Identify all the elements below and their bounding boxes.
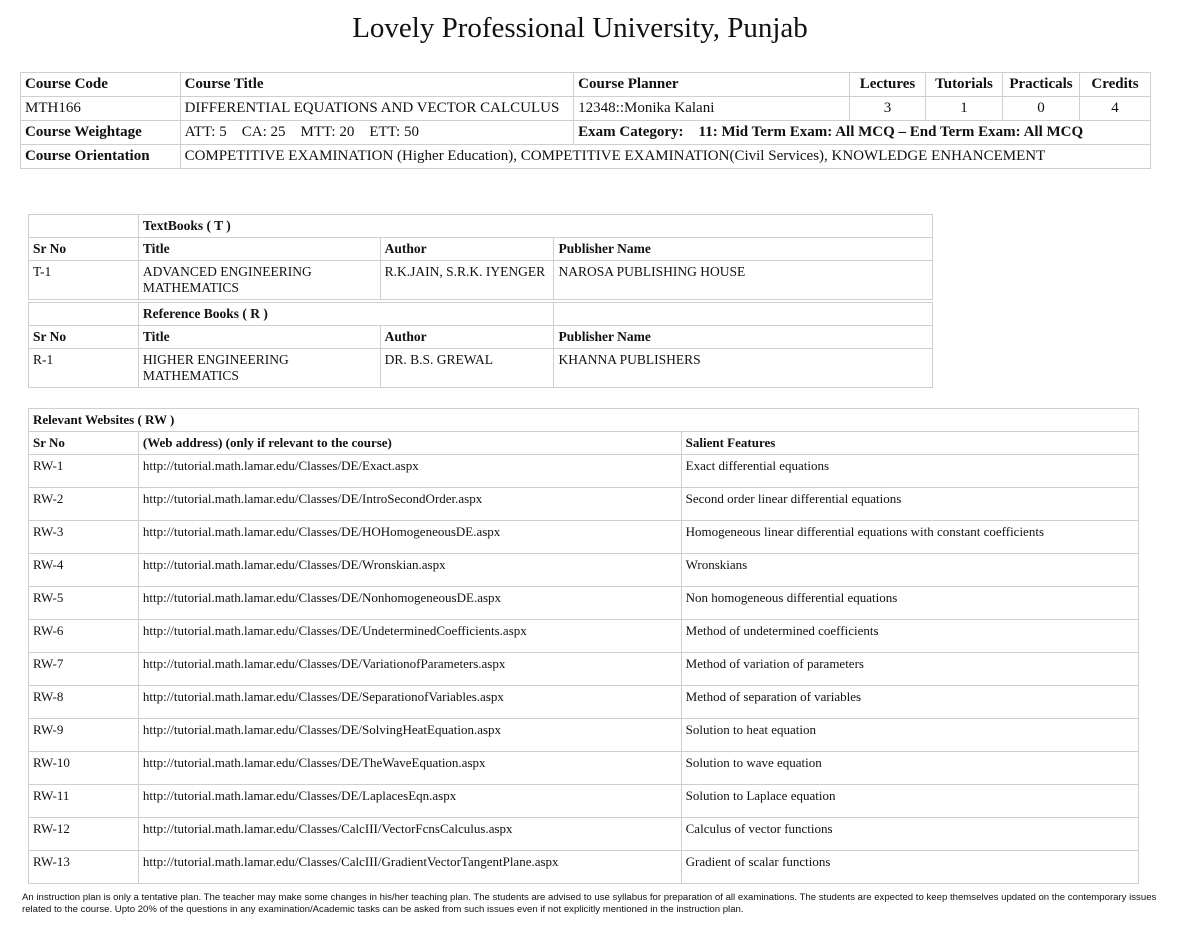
website-link[interactable]: http://tutorial.math.lamar.edu/Classes/CalcIII/VectorFcnsCalculus.aspx xyxy=(138,818,681,851)
header-course-title: Course Title xyxy=(180,73,574,97)
table-row xyxy=(29,785,1139,818)
table-row xyxy=(29,587,1139,620)
website-feature: Wronskians xyxy=(681,554,1138,587)
websites-table xyxy=(28,408,1139,884)
header-credits: Credits xyxy=(1079,73,1150,97)
references-header-publisher: Publisher Name xyxy=(554,326,933,349)
websites-header-srno: Sr No xyxy=(29,432,139,455)
textbooks-header-srno: Sr No xyxy=(29,238,139,261)
table-row xyxy=(29,818,1139,851)
website-feature: Method of undetermined coefficients xyxy=(681,620,1138,653)
website-feature: Non homogeneous differential equations xyxy=(681,587,1138,620)
lectures-value: 3 xyxy=(850,97,926,121)
website-feature: Solution to Laplace equation xyxy=(681,785,1138,818)
reference-publisher: KHANNA PUBLISHERS xyxy=(554,349,933,388)
website-srno: RW-13 xyxy=(29,851,139,884)
website-srno: RW-11 xyxy=(29,785,139,818)
website-feature: Gradient of scalar functions xyxy=(681,851,1138,884)
table-row xyxy=(29,455,1139,488)
orientation-value: COMPETITIVE EXAMINATION (Higher Education), COMPETITIVE EXAMINATION(Civil Services), KNOWLEDGE ENHANCEMENT xyxy=(180,145,1150,169)
table-row xyxy=(29,521,1139,554)
reference-title: HIGHER ENGINEERING MATHEMATICS xyxy=(138,349,380,388)
website-link[interactable]: http://tutorial.math.lamar.edu/Classes/DE/VariationofParameters.aspx xyxy=(138,653,681,686)
references-header-srno: Sr No xyxy=(29,326,139,349)
website-link[interactable]: http://tutorial.math.lamar.edu/Classes/DE/TheWaveEquation.aspx xyxy=(138,752,681,785)
website-link[interactable]: http://tutorial.math.lamar.edu/Classes/DE/NonhomogeneousDE.aspx xyxy=(138,587,681,620)
credits-value: 4 xyxy=(1079,97,1150,121)
website-link[interactable]: http://tutorial.math.lamar.edu/Classes/DE/HOHomogeneousDE.aspx xyxy=(138,521,681,554)
weightage-label: Course Weightage xyxy=(21,121,181,145)
website-srno: RW-8 xyxy=(29,686,139,719)
table-row xyxy=(29,719,1139,752)
website-feature: Calculus of vector functions xyxy=(681,818,1138,851)
website-srno: RW-3 xyxy=(29,521,139,554)
website-srno: RW-2 xyxy=(29,488,139,521)
table-row xyxy=(29,620,1139,653)
website-feature: Method of separation of variables xyxy=(681,686,1138,719)
website-srno: RW-9 xyxy=(29,719,139,752)
website-feature: Solution to wave equation xyxy=(681,752,1138,785)
references-header-author: Author xyxy=(380,326,554,349)
page-title: Lovely Professional University, Punjab xyxy=(352,12,808,44)
textbook-row xyxy=(29,261,933,300)
reference-srno: R-1 xyxy=(29,349,139,388)
references-header-title: Title xyxy=(138,326,380,349)
website-link[interactable]: http://tutorial.math.lamar.edu/Classes/DE/SolvingHeatEquation.aspx xyxy=(138,719,681,752)
orientation-label: Course Orientation xyxy=(21,145,181,169)
table-row xyxy=(29,554,1139,587)
website-feature: Second order linear differential equations xyxy=(681,488,1138,521)
textbook-srno: T-1 xyxy=(29,261,139,300)
website-srno: RW-1 xyxy=(29,455,139,488)
header-tutorials: Tutorials xyxy=(926,73,1003,97)
table-row xyxy=(29,653,1139,686)
reference-author: DR. B.S. GREWAL xyxy=(380,349,554,388)
exam-category: Exam Category: 11: Mid Term Exam: All MCQ – End Term Exam: All MCQ xyxy=(574,121,1151,145)
website-link[interactable]: http://tutorial.math.lamar.edu/Classes/DE/Wronskian.aspx xyxy=(138,554,681,587)
websites-heading: Relevant Websites ( RW ) xyxy=(29,409,1139,432)
course-title: DIFFERENTIAL EQUATIONS AND VECTOR CALCULUS xyxy=(180,97,574,121)
textbook-title: ADVANCED ENGINEERING MATHEMATICS xyxy=(138,261,380,300)
website-link[interactable]: http://tutorial.math.lamar.edu/Classes/DE/IntroSecondOrder.aspx xyxy=(138,488,681,521)
table-row xyxy=(29,488,1139,521)
website-link[interactable]: http://tutorial.math.lamar.edu/Classes/DE/UndeterminedCoefficients.aspx xyxy=(138,620,681,653)
website-link[interactable]: http://tutorial.math.lamar.edu/Classes/CalcIII/GradientVectorTangentPlane.aspx xyxy=(138,851,681,884)
website-srno: RW-7 xyxy=(29,653,139,686)
website-feature: Solution to heat equation xyxy=(681,719,1138,752)
website-link[interactable]: http://tutorial.math.lamar.edu/Classes/DE/LaplacesEqn.aspx xyxy=(138,785,681,818)
references-heading: Reference Books ( R ) xyxy=(138,303,554,326)
website-srno: RW-12 xyxy=(29,818,139,851)
textbooks-header-publisher: Publisher Name xyxy=(554,238,933,261)
website-feature: Exact differential equations xyxy=(681,455,1138,488)
website-feature: Homogeneous linear differential equations with constant coefficients xyxy=(681,521,1138,554)
textbook-publisher: NAROSA PUBLISHING HOUSE xyxy=(554,261,933,300)
website-link[interactable]: http://tutorial.math.lamar.edu/Classes/DE/SeparationofVariables.aspx xyxy=(138,686,681,719)
website-srno: RW-5 xyxy=(29,587,139,620)
header-course-code: Course Code xyxy=(21,73,181,97)
table-row xyxy=(29,752,1139,785)
website-srno: RW-4 xyxy=(29,554,139,587)
website-link[interactable]: http://tutorial.math.lamar.edu/Classes/DE/Exact.aspx xyxy=(138,455,681,488)
table-row xyxy=(29,851,1139,884)
books-table xyxy=(28,214,933,388)
table-row xyxy=(29,686,1139,719)
header-course-planner: Course Planner xyxy=(574,73,850,97)
weightage-value: ATT: 5 CA: 25 MTT: 20 ETT: 50 xyxy=(180,121,574,145)
textbooks-header-author: Author xyxy=(380,238,554,261)
tutorials-value: 1 xyxy=(926,97,1003,121)
header-lectures: Lectures xyxy=(850,73,926,97)
header-practicals: Practicals xyxy=(1002,73,1079,97)
websites-header-features: Salient Features xyxy=(681,432,1138,455)
textbooks-header-title: Title xyxy=(138,238,380,261)
websites-header-address: (Web address) (only if relevant to the course) xyxy=(138,432,681,455)
course-info-table xyxy=(20,72,1151,169)
course-planner: 12348::Monika Kalani xyxy=(574,97,850,121)
textbook-author: R.K.JAIN, S.R.K. IYENGER xyxy=(380,261,554,300)
textbooks-heading: TextBooks ( T ) xyxy=(138,215,932,238)
footer-note: An instruction plan is only a tentative plan. The teacher may make some changes in his/her teaching plan. The students are advised to use syllabus for preparation of all examinations. The students are expected to keep themselves updated on the contemporary issues related to the course. Upto 20% of the questions in any examination/Academic tasks can be asked from such issues even if not explicitly mentioned in the instruction plan. xyxy=(22,892,1157,915)
website-feature: Method of variation of parameters xyxy=(681,653,1138,686)
website-srno: RW-6 xyxy=(29,620,139,653)
practicals-value: 0 xyxy=(1002,97,1079,121)
website-srno: RW-10 xyxy=(29,752,139,785)
reference-row xyxy=(29,349,933,388)
course-code: MTH166 xyxy=(21,97,181,121)
